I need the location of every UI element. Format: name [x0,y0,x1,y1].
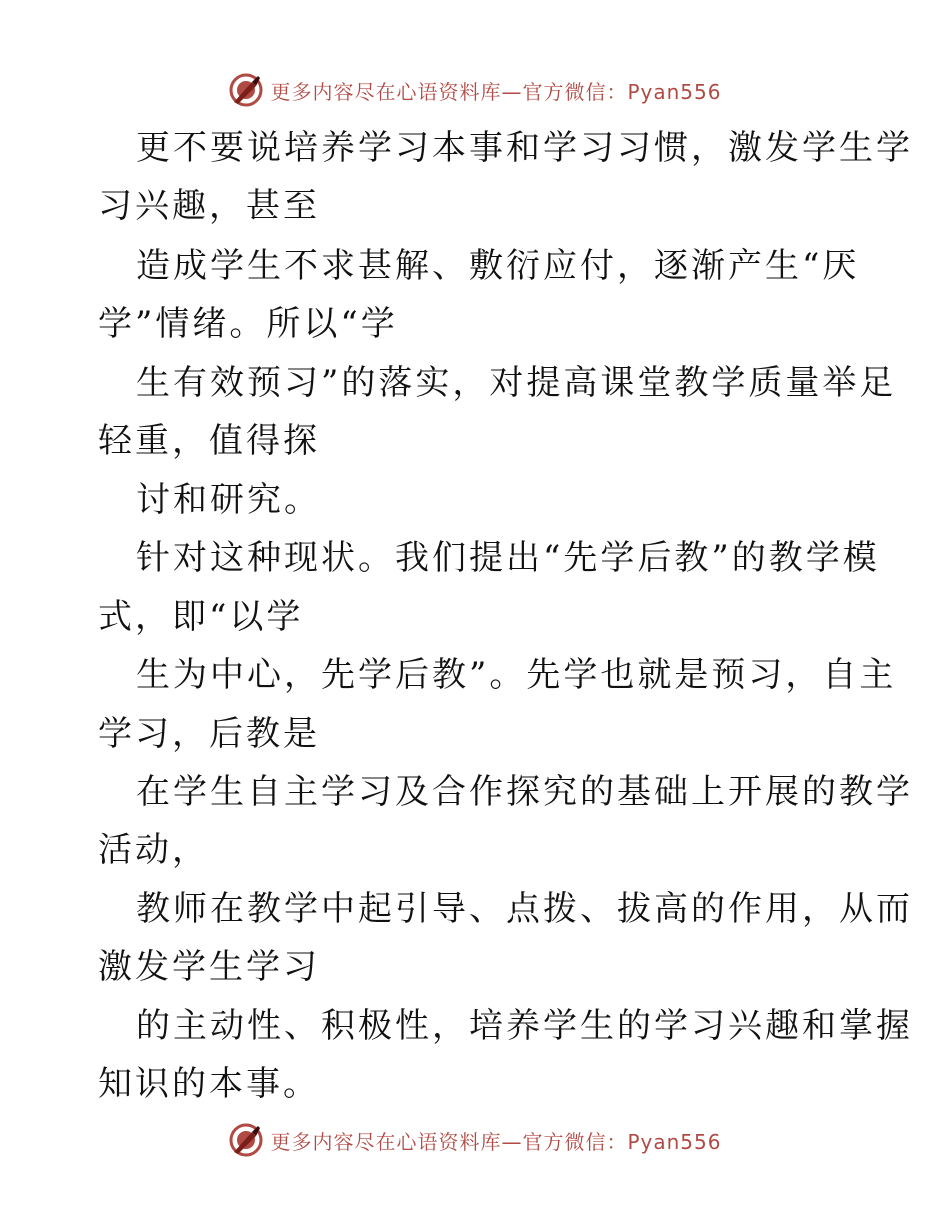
text-line: 生为中心，先学后教”。先学也就是预习，自主 [136,655,897,695]
text-line: 激发学生学习 [98,947,320,987]
header-watermark-banner [0,72,950,108]
text-line: 教师在教学中起引导、点拨、拔高的作用，从而 [136,889,913,929]
text-line: 针对这种现状。我们提出“先学后教”的教学模 [136,538,880,578]
text-line: 式，即“以学 [98,597,304,637]
pen-logo-icon [228,72,264,108]
text-line: 轻重，值得探 [98,421,320,461]
text-line: 学”情绪。所以“学 [98,304,398,344]
text-line: 讨和研究。 [136,480,321,520]
header-banner-text: 更多内容尽在心语资料库—官方微信：Pyan556 [270,79,722,104]
footer-watermark-banner [0,1122,950,1158]
footer-banner-text: 更多内容尽在心语资料库—官方微信：Pyan556 [270,1129,722,1154]
text-line: 造成学生不求甚解、敷衍应付，逐渐产生“厌 [136,246,860,286]
text-line: 生有效预习”的落实，对提高课堂教学质量举足 [136,363,897,403]
text-line: 习兴趣，甚至 [98,186,320,226]
pen-logo-icon [228,1122,264,1158]
text-line: 活动， [98,830,209,870]
text-line: 在学生自主学习及合作探究的基础上开展的教学 [136,772,913,812]
text-line: 更不要说培养学习本事和学习习惯，激发学生学 [136,128,913,168]
text-line: 学习，后教是 [98,714,320,754]
text-line: 的主动性、积极性，培养学生的学习兴趣和掌握 [136,1006,913,1046]
text-line: 知识的本事。 [98,1064,320,1104]
